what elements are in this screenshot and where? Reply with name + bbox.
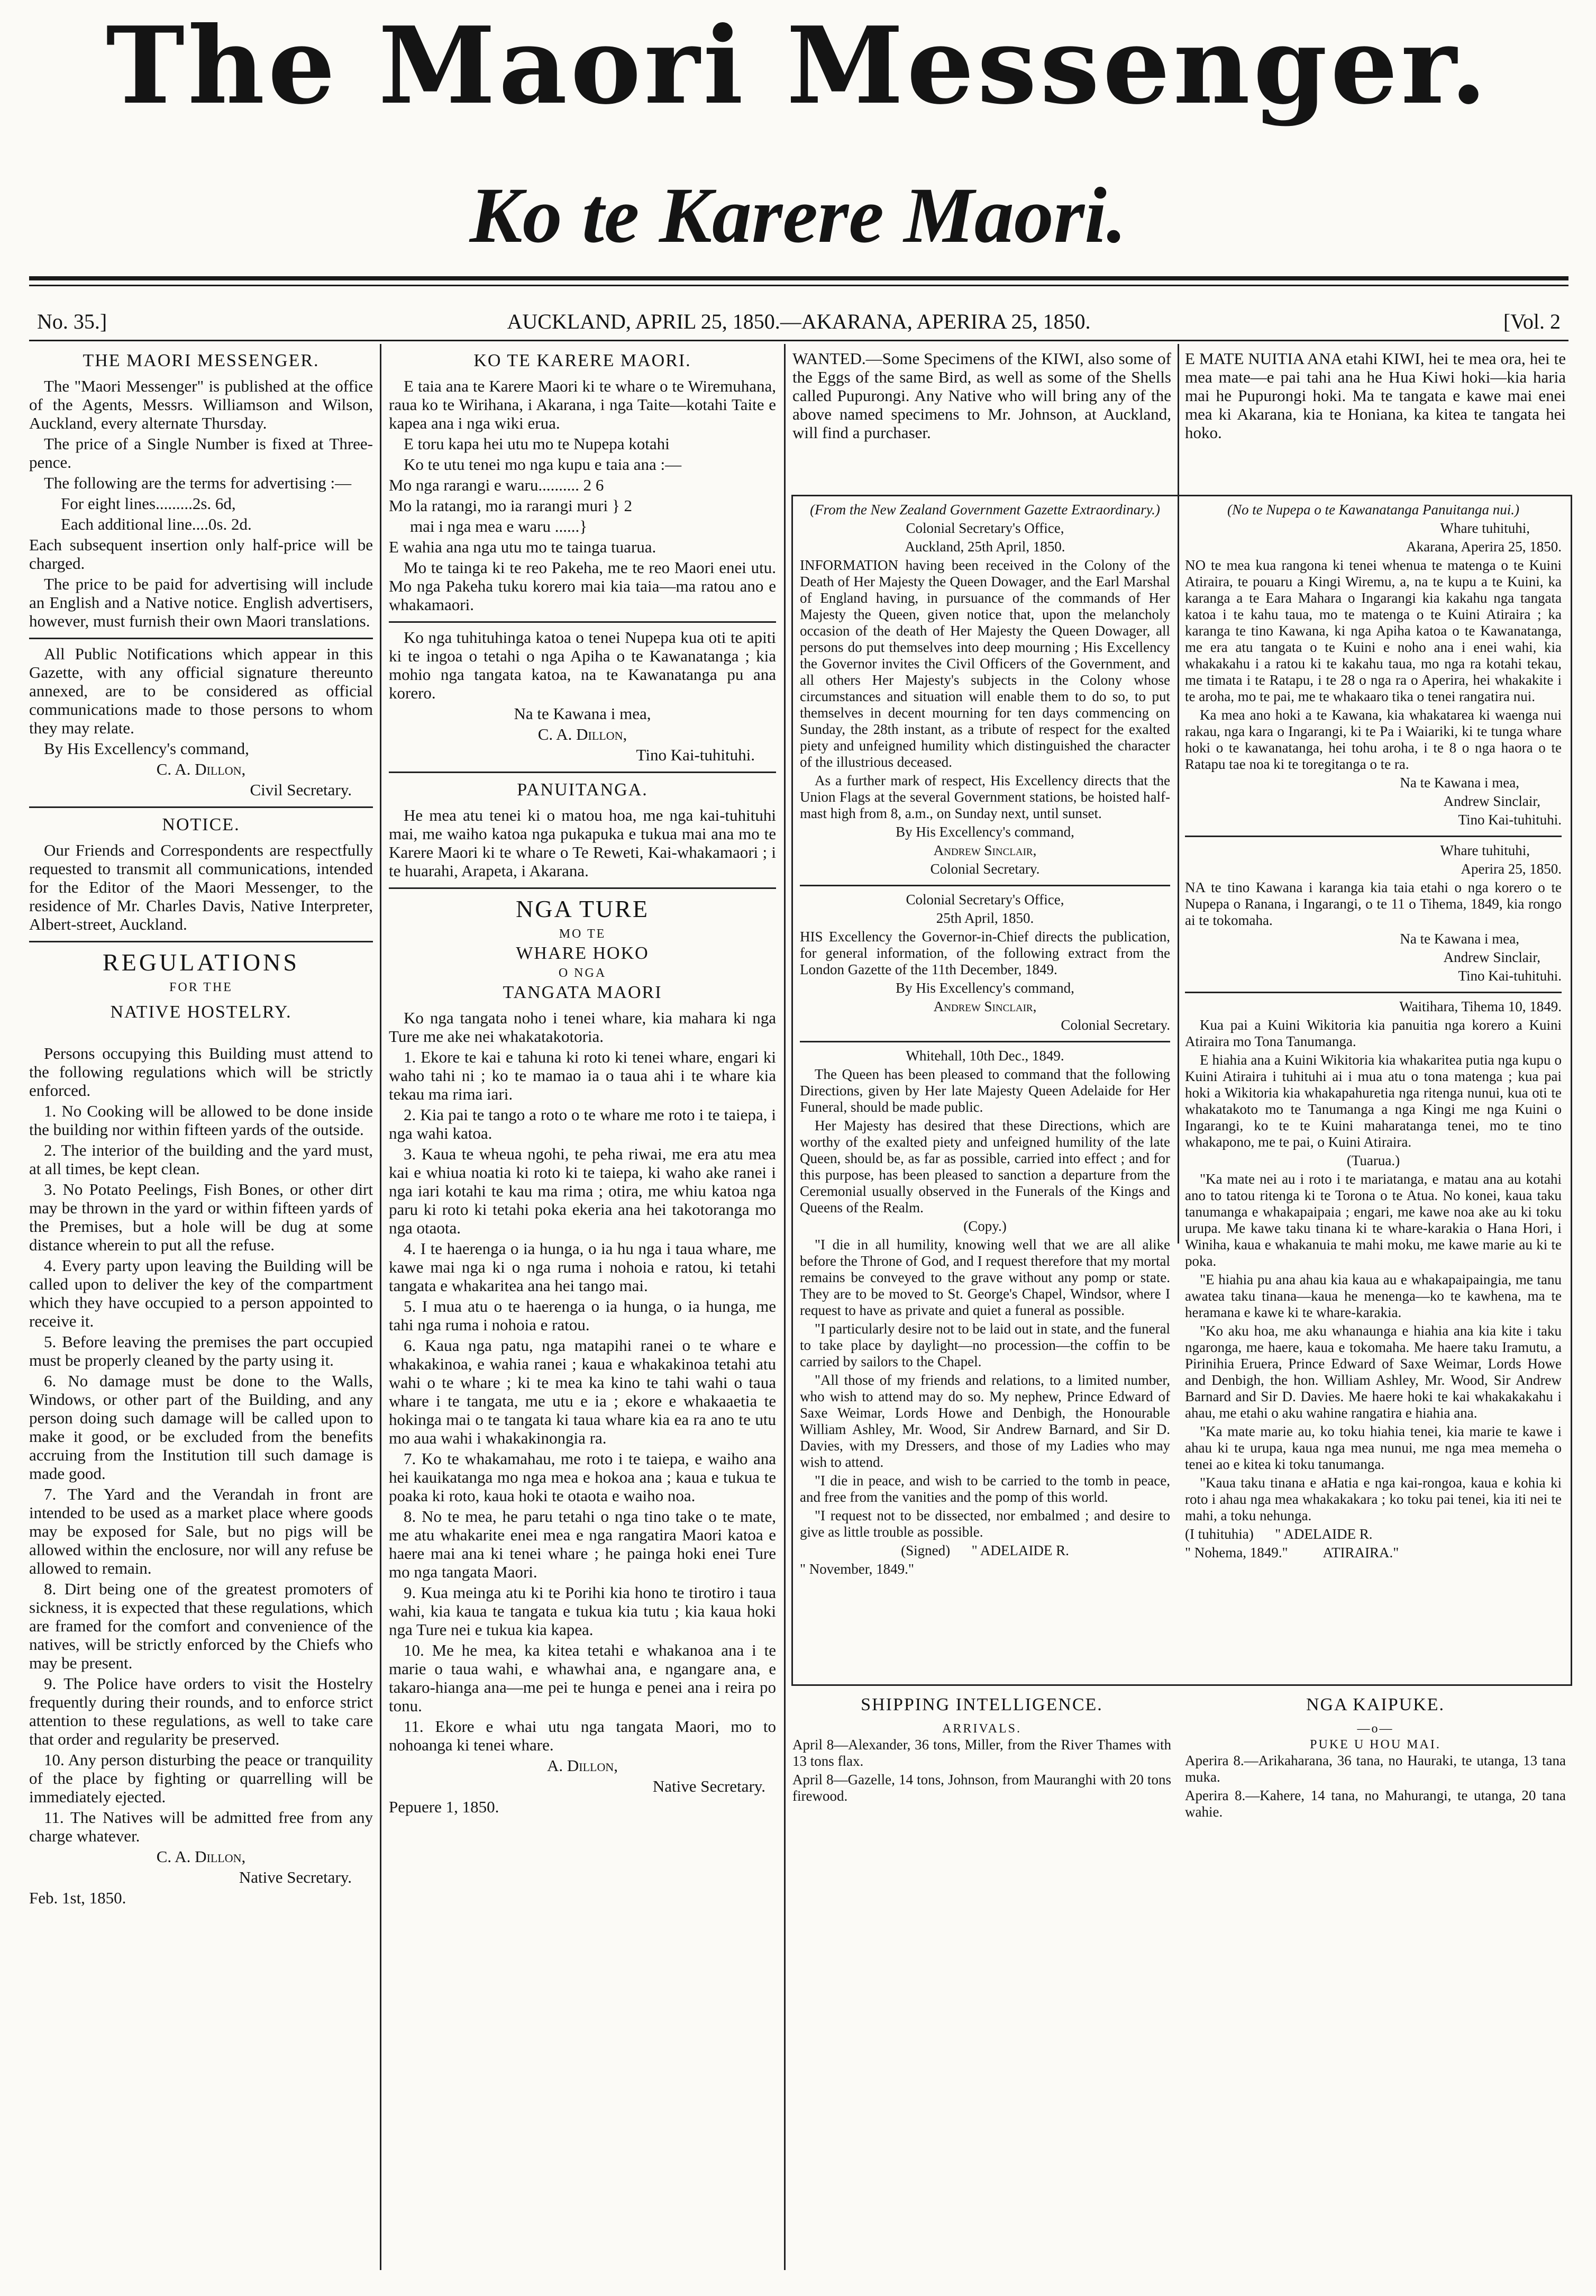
ture-5: 5. I mua atu o te haerenga o ia hunga, o ia hunga, me tahi nga ruma i nohoia e ratou.	[389, 1297, 776, 1334]
public-notifications: All Public Notifications which appear in this Gazette, with any official signature thereunto annexed, are to be considered as official communications made to those persons to whom they may relate.	[29, 645, 373, 737]
command-line-maori: Na te Kawana i mea,	[1400, 931, 1519, 947]
separator	[29, 806, 373, 808]
kupu-1: "Ka mate nei au i roto i te mariatanga, e matau ana au kotahi ano to tatou ritenga ki te Torona o te Atua. No konei, kaua taku tanumanga e whakapaipaia ; engari, me kawe noa ake au ki toku urupa. Me kawe taku tinana ki te whare-karakia o Hana Hori, i Winiha, kaua e whakanuia te mahi moku, me kawe marie au ki te poka.	[1185, 1171, 1562, 1269]
signature-name: Andrew Sinclair,	[1443, 949, 1540, 965]
heading-tangata-maori: TANGATA MAORI	[503, 983, 662, 1002]
arrival-1: April 8—Alexander, 36 tons, Miller, from the River Thames with 13 tons flax.	[792, 1737, 1171, 1769]
office-line: Colonial Secretary's Office,	[906, 520, 1064, 536]
direction-5: "I request not to be dissected, nor embalmed ; and desire to give as little trouble as possible.	[800, 1508, 1170, 1540]
arrival-2: April 8—Gazelle, 14 tons, Johnson, from Mauranghi with 20 tons firewood.	[792, 1772, 1171, 1804]
signature-title: Native Secretary.	[652, 1777, 765, 1795]
column-divider-1	[380, 344, 381, 2270]
rate-line-2: Each additional line....0s. 2d.	[61, 515, 252, 533]
shipping-intelligence	[792, 1693, 1171, 2275]
signature-title: Tino Kai-tuhituhi.	[636, 746, 755, 764]
kuini-panui: Kua pai a Kuini Wikitoria kia panuitia nga korero a Kuini Atiraira mo Tona Tanumanga.	[1185, 1017, 1562, 1049]
signature-name: A. Dillon,	[546, 1756, 618, 1775]
ture-3: 3. Kaua te wheua ngohi, te peha riwai, me era atu mea kai e whiua noatia ki roto ki te taiepa, ki waho ake ranei i nga iari kotahi te kau ma rima ; otira, me whiu katoa nga paru ki roto ki tetahi poka ekeria ana hei takotoranga mo nga otaota.	[389, 1145, 776, 1237]
dateline-rule	[29, 340, 1568, 341]
regulation-9: 9. The Police have orders to visit the Hostelry frequently during their rounds, and to enforce strict attention to these regulations, as well to take care that order and regularity be preserved.	[29, 1674, 373, 1748]
copy-label: (Copy.)	[963, 1218, 1007, 1234]
regulation-4: 4. Every party upon leaving the Building will be called upon to deliver the key of the compartment which they have occupied to a person appointed to receive it.	[29, 1256, 373, 1330]
rate-line-1-maori: Mo nga rarangi e waru.......... 2 6	[389, 476, 604, 494]
advert-price-note-maori: Mo te tainga ki te reo Pakeha, me te reo Maori enei utu. Mo nga Pakeha tuku korero mai kia taia—ma ratou ano e whakamaori.	[389, 558, 776, 614]
ture-intro: Ko nga tangata noho i tenei whare, kia mahara ki nga Ture me ake nei whakatakotoria.	[389, 1009, 776, 1046]
rate-line-1: For eight lines.........2s. 6d,	[61, 494, 236, 513]
regulation-11: 11. The Natives will be admitted free from any charge whatever.	[29, 1808, 373, 1845]
column-gazette-english	[800, 502, 1170, 1679]
regulations-intro: Persons occupying this Building must attend to the following regulations which will be strictly enforced.	[29, 1044, 373, 1100]
masthead-title: The Maori Messenger.	[106, 4, 1490, 128]
direction-1: "I die in all humility, knowing well that we are all alike before the Throne of God, and I request therefore that my mortal remains be conveyed to the grave without any pomp or state. They are to be moved to St. George's Chapel, Windsor, where I request to have as private and quiet a funeral as possible.	[800, 1237, 1170, 1318]
direction-4: "I die in peace, and wish to be carried to the tomb in peace, and free from the vanities and the pomp of this world.	[800, 1473, 1170, 1505]
signature-name: Andrew Sinclair,	[1443, 793, 1540, 809]
november-date: " November, 1849."	[800, 1561, 914, 1577]
waitihara-date: Waitihara, Tihema 10, 1849.	[1399, 999, 1562, 1014]
publication-direction-maori: NA te tino Kawana i karanga kia taia etahi o nga korero o te Nupepa o Ranana, i Ingarangi, o te 11 o Tihema, 1849, kia rongo ai te tokomaha.	[1185, 879, 1562, 928]
ture-11: 11. Ekore e whai utu nga tangata Maori, mo to nohoanga ki tenei whare.	[389, 1717, 776, 1754]
kupu-5: "Kaua taku tinana e aHatia e nga kai-rongoa, kaua e kohia ki roto i ahau nga mea whakakakara ; ko toku pai tenei, kia iti nei te mahi, a toku nehunga.	[1185, 1475, 1562, 1523]
signature-title: Tino Kai-tuhituhi.	[1458, 968, 1562, 984]
advert-terms-maori: Ko te utu tenei mo nga kupu e taia ana :—	[404, 455, 682, 474]
whare-date: Aperira 25, 1850.	[1461, 861, 1562, 877]
kaipuke-2: Aperira 8.—Kahere, 14 tana, no Mahurangi, te utanga, 20 tana wahie.	[1185, 1787, 1566, 1820]
ture-2: 2. Kia pai te tango a roto o te whare me roto i te taiepa, i nga wahi katoa.	[389, 1105, 776, 1142]
regulation-2: 2. The interior of the building and the yard must, at all times, be kept clean.	[29, 1141, 373, 1178]
nohema-date: " Nohema, 1849."	[1185, 1545, 1288, 1560]
command-line-maori: Na te Kawana i mea,	[514, 704, 651, 723]
gazette-source-maori: (No te Nupepa o te Kawanatanga Panuitanga nui.)	[1227, 502, 1519, 518]
dateline	[29, 306, 1568, 338]
signature-title: Colonial Secretary.	[1061, 1017, 1170, 1033]
command-line: By His Excellency's command,	[896, 824, 1074, 840]
office-date: 25th April, 1850.	[936, 910, 1034, 926]
direction-3: "All those of my friends and relations, to a limited number, who wish to attend may do so. My nephew, Prince Edward of Saxe Weimar, Lords Howe and Denbigh, the Honourable William Ashley, Mr. Wood, Sir Andrew Barnard, and Sir D. Davies, with my Dressers, and those of my Ladies who may wish to attend.	[800, 1372, 1170, 1470]
queen-desire: Her Majesty has desired that these Directions, which are worthy of the exalted piety and unfeigned humility of the late Queen, should be, as far as possible, carried into effect ; and for this purpose, has been pleased to sanction a departure from the Ceremonial usually observed in the Funerals of the Kings and Queens of the Realm.	[800, 1118, 1170, 1215]
kupu-4: "Ka mate marie au, ko toku hiahia tenei, kia marie te kawe i ahau ki te urupa, kaua nga mea nunui, me nga mea memeha o tenei ao e kitea ki toku tanumanga.	[1185, 1423, 1562, 1472]
signed-line-maori	[1185, 1526, 1562, 1542]
heading-nga-ture: NGA TURE	[516, 895, 649, 922]
publication-notice-maori: E taia ana te Karere Maori ki te whare o te Wiremuhana, raua ko te Wirihana, i Akarana, i nga Taite—kotahi Taite e kapea ana i nga wiki erua.	[389, 377, 776, 432]
kuini-hiahia: E hiahia ana a Kuini Wikitoria kia whakaritea putia nga kupu o Kuini Atiraira i tuhituhi ai i mua atu o tona matenga ; kua pai hoki a Wikitoria kia whakapahuretia nga ritenga nunui, kua oti te whakatakoto mo te Tanumanga a nga Kingi me nga Kuini o Ingarangi, ko te te Kuini maharatanga tenei, mo te tino whakapono, me te pai, o Kuini Atiraira.	[1185, 1052, 1562, 1150]
price-notice-maori: E toru kapa hei utu mo te Nupepa kotahi	[404, 434, 670, 453]
correspondents-notice: Our Friends and Correspondents are respectfully requested to transmit all communications, intended for the Editor of the Maori Messenger, to the residence of Mr. Charles Davis, Native Interpreter, Albert-street, Auckland.	[29, 841, 373, 933]
separator	[389, 887, 776, 889]
nga-kaipuke	[1185, 1693, 1566, 2275]
signed-line	[800, 1542, 1170, 1559]
heading-native-hostelry: NATIVE HOSTELRY.	[110, 1002, 292, 1022]
heading-regulations: REGULATIONS	[103, 949, 299, 976]
advert-price-note: The price to be paid for advertising will include an English and a Native notice. English advertisers, however, must furnish their own Maori translations.	[29, 575, 373, 630]
regulation-1: 1. No Cooking will be allowed to be done inside the building nor within fifteen yards of the outside.	[29, 1102, 373, 1139]
separator	[389, 621, 776, 623]
signature-name: Andrew Sinclair,	[933, 842, 1037, 858]
command-line-maori: Na te Kawana i mea,	[1400, 775, 1519, 791]
regulation-10: 10. Any person disturbing the peace or tranquility of the place by fighting or quarrelling will be immediately ejected.	[29, 1750, 373, 1806]
signature-name: C. A. Dillon,	[156, 760, 246, 778]
heading-mo-te: MO TE	[559, 927, 606, 941]
kupu-3: "Ko aku hoa, me aku whanaunga e hiahia ana kia kite i taku ngaronga, me haere, kaua e tokomaha. Me haere taku Iramutu, a Pirinihia Eruera, Prince Edward of Saxe Weimar, Lords Howe and Denbigh, the hon. William Ashley, Mr. Wood, Sir Andrew Barnard and Sir D. Davies. Me haere hoki te kai whakakakahu i ahau, me etahi o aku wahine rangatira e hiahia ana.	[1185, 1323, 1562, 1421]
kupu-2: "E hiahia pu ana ahau kia kaua au e whakapaipaingia, me tanu awatea taku tinana—kaua he menenga—ko te kawhena, ma te heramana e kawe ki te whare-karakia.	[1185, 1272, 1562, 1320]
flag-notice-maori: Ka mea ano hoki a te Kawana, kia whakatarea ki waenga nui rakau, nga kara o Ingarangi, ki te Pa i Waiariki, ki te tunga whare hoki o te kawanatanga, hei tohu aroha, i te 8 o nga haora o te Ratapu tae noa ki te toregitanga o te ra.	[1185, 707, 1562, 772]
regulation-3: 3. No Potato Peelings, Fish Bones, or other dirt may be thrown in the yard or within fifteen yards of the Premises, but a hole will be dug at some distance wherein to put all the refuse.	[29, 1180, 373, 1254]
regulation-8: 8. Dirt being one of the greatest promoters of sickness, it is expected that these regulations, which are framed for the comfort and convenience of the natives, will be strictly enforced by the Chiefs who may be present.	[29, 1580, 373, 1672]
rate-line-2-maori: Mo la ratangi, mo ia rarangi muri } 2	[389, 496, 632, 515]
separator	[800, 1041, 1170, 1042]
signature-name: C. A. Dillon,	[537, 725, 627, 743]
subsequent-insertion-maori: E wahia ana nga utu mo te tainga tuarua.	[389, 538, 656, 556]
top-thin-rule	[29, 285, 1568, 286]
ture-7: 7. Ko te whakamahau, me roto i te taiepa, e waiho ana hei kauikatanga mo nga mea e hokoa ana ; kaua e tukua te poaka ki roto, kaua hoki te otaota e waiho noa.	[389, 1449, 776, 1505]
whare-date: Akarana, Aperira 25, 1850.	[1406, 539, 1562, 555]
mourning-notice: INFORMATION having been received in the Colony of the Death of Her Majesty the Queen Dowager, and the Earl Marshal of England having, in pursuance of the commands of Her Majesty the Queen, given notice that, upon the melancholy occasion of the death of Her Majesty the Queen Dowager, all persons do put themselves into deep mourning ; His Excellency the Governor invites the Civil Officers of the Government, and all others Her Majesty's subjects in the Colony whose circumstances and situation will enable them to do so, to put themselves in decent mourning for ten days commencing on Sunday, the 28th instant, as a tribute of respect for the exalted piety and unfeigned humility which distinguished the character of the illustrious deceased.	[800, 557, 1170, 770]
correspondents-notice-maori: He mea atu tenei ki o matou hoa, me nga kai-tuhituhi mai, me waiho katoa nga pukapuka e tukua mai ana mo te Karere Maori ki te whare o Te Reweti, Kai-whakamaori ; i te huarahi, Arapeta, i Akarana.	[389, 806, 776, 880]
atiraira-signature: ATIRAIRA."	[1323, 1545, 1399, 1560]
heading-whare-hoko: WHARE HOKO	[516, 943, 649, 963]
whare-tuhituhi: Whare tuhituhi,	[1440, 842, 1530, 858]
separator	[29, 941, 373, 942]
heading-karere-maori: KO TE KARERE MAORI.	[473, 351, 691, 370]
separator	[800, 885, 1170, 886]
separator	[389, 772, 776, 773]
issue-date: AUCKLAND, APRIL 25, 1850.—AKARANA, APERIRA 25, 1850.	[507, 310, 1091, 333]
heading-o-nga: O NGA	[558, 966, 607, 980]
kaipuke-1: Aperira 8.—Arikaharana, 36 tana, no Hauraki, te utanga, 13 tana muka.	[1185, 1753, 1566, 1785]
heading-notice: NOTICE.	[162, 815, 240, 834]
regulation-7: 7. The Yard and the Verandah in front are intended to be used as a market place where goods may be exposed for Sale, but no pigs will be allowed within the enclosure, nor will any refuse be allowed to remain.	[29, 1485, 373, 1577]
heading-maori-messenger: THE MAORI MESSENGER.	[83, 351, 320, 370]
subsequent-insertion: Each subsequent insertion only half-price will be charged.	[29, 536, 373, 573]
kaipuke-ornament: —o—	[1357, 1722, 1394, 1736]
public-notifications-maori: Ko nga tuhituhinga katoa o tenei Nupepa kua oti te apiti ki te ingoa o tetahi o nga Apiha o te Kawanatanga ; kia mohio nga tangata katoa, na te Kawanatanga pu ana korero.	[389, 628, 776, 702]
column-english-notices	[29, 349, 373, 2286]
office-line: Colonial Secretary's Office,	[906, 892, 1064, 907]
heading-for-the: FOR THE	[169, 981, 233, 994]
office-date: Auckland, 25th April, 1850.	[905, 539, 1065, 555]
advert-terms: The following are the terms for advertising :—	[44, 474, 352, 492]
ture-8: 8. No te mea, he paru tetahi o nga tino take o te mate, me atu whakarite enei mea e nga rangatira Maori katoa e haere mai ana ki tenei whare ; he painga hoki enei Ture mo nga tangata Maori.	[389, 1507, 776, 1581]
tuarua-label: (Tuarua.)	[1346, 1152, 1400, 1168]
ture-1: 1. Ekore te kai e tahuna ki roto ki tenei whare, engari ki waho tahi ni ; ko te mamao ia o taua ahi i te whare kia tekau ma rima iari.	[389, 1048, 776, 1103]
separator	[1185, 836, 1562, 837]
command-line: By His Excellency's command,	[896, 980, 1074, 996]
signature-title: Civil Secretary.	[250, 781, 352, 799]
signature-title: Native Secretary.	[239, 1868, 352, 1886]
direction-2: "I particularly desire not to be laid out in state, and the funeral to take place by daylight—no procession—the coffin to be carried by sailors to the Chapel.	[800, 1321, 1170, 1369]
price-notice: The price of a Single Number is fixed at Three-pence.	[29, 434, 373, 471]
issue-number: No. 35.]	[37, 310, 107, 333]
wanted-advert	[792, 349, 1171, 482]
publication-notice: The "Maori Messenger" is published at the office of the Agents, Messrs. Williamson and Wilson, Auckland, every alternate Thursday.	[29, 377, 373, 432]
separator	[29, 638, 373, 639]
ture-4: 4. I te haerenga o ia hunga, o ia hu nga i taua whare, me kawe mai nga ki o nga ruma i nohoia e ratou, ki tetahi tangata e whakaritea ana hei tango mai.	[389, 1239, 776, 1295]
command-line: By His Excellency's command,	[44, 739, 249, 758]
volume-number: [Vol. 2	[1503, 310, 1561, 333]
heading-panuitanga: PANUITANGA.	[517, 780, 648, 800]
queen-directions: The Queen has been pleased to command that the following Directions, given by Her late Majesty Queen Adelaide for Her Funeral, should be made public.	[800, 1066, 1170, 1115]
flag-notice: As a further mark of respect, His Excellency directs that the Union Flags at the several Government stations, be hoisted half-mast high from 8, a.m., on Sunday next, until sunset.	[800, 773, 1170, 821]
signed-label: (Signed)	[901, 1542, 951, 1558]
separator	[1185, 992, 1562, 993]
kiwi-advert-maori	[1185, 349, 1566, 482]
column-maori-notices	[389, 349, 776, 2286]
heading-puke-u-hou: PUKE U HOU MAI.	[1310, 1738, 1441, 1752]
heading-shipping: SHIPPING INTELLIGENCE.	[861, 1695, 1103, 1714]
ture-6: 6. Kaua nga patu, nga matapihi ranei o te whare e whakakinoa, e wahia ranei ; kaua e whakakinoa tetahi atu wahi o te whare ; ki te mea ka kino te tahi wahi o taua whare i te tangata, me utu e ia ; ekore e whakaaetia te hokinga mai o te tangata ki taua whare kia ea ra ano te utu mo aua wahi i whakakinongia ra.	[389, 1336, 776, 1447]
regulations-date: Feb. 1st, 1850.	[29, 1889, 126, 1907]
heading-kaipuke: NGA KAIPUKE.	[1306, 1695, 1445, 1714]
top-double-rule	[29, 276, 1568, 280]
publication-direction: HIS Excellency the Governor-in-Chief directs the publication, for general information, of the following extract from the London Gazette of the 11th December, 1849.	[800, 929, 1170, 977]
adelaide-signature: " ADELAIDE R.	[1275, 1526, 1373, 1542]
signature-name: Andrew Sinclair,	[933, 999, 1037, 1014]
whitehall-date: Whitehall, 10th Dec., 1849.	[906, 1048, 1064, 1064]
adelaide-signature: " ADELAIDE R.	[971, 1542, 1069, 1558]
regulation-5: 5. Before leaving the premises the part occupied must be properly cleaned by the party using it.	[29, 1332, 373, 1369]
regulation-6: 6. No damage must be done to the Walls, Windows, or other part of the Building, and any person doing such damage will be called upon to make it good, or be excluded from the benefits accruing from the Institution till such damage is made good.	[29, 1372, 373, 1483]
signature-name: C. A. Dillon,	[156, 1847, 246, 1866]
whare-tuhituhi: Whare tuhituhi,	[1440, 520, 1530, 536]
gazette-source: (From the New Zealand Government Gazette Extraordinary.)	[810, 502, 1160, 518]
mate-nuitia: E MATE NUITIA ANA etahi KIWI, hei te mea ora, hei te mea mate—e pai tahi ana he Hua Kiwi hoki—kia haria mai he Pupurongi hoki. Ma te tangata e kawe mai enei mea ki Akarana, kia te Honiana, ka kitea te tangata hei hoko.	[1185, 349, 1566, 442]
masthead-subtitle: Ko te Karere Maori.	[469, 171, 1127, 259]
ture-9: 9. Kua meinga atu ki te Porihi kia hono te tirotiro i taua wahi, kia kaua te tangata e tukua kia tutu ; kia kaua hoki nga Ture nei e tukua kia kapea.	[389, 1583, 776, 1639]
ture-date: Pepuere 1, 1850.	[389, 1798, 499, 1816]
signature-title: Colonial Secretary.	[930, 861, 1040, 877]
heading-arrivals: ARRIVALS.	[942, 1722, 1022, 1736]
date-signature-line	[1185, 1545, 1562, 1561]
wanted-kiwi: WANTED.—Some Specimens of the KIWI, also some of the Eggs of the same Bird, as well as some of the Shells called Pupurongi. Any Native who will bring any of the above named specimens to Mr. Johnson, at Auckland, will find a purchaser.	[792, 349, 1171, 442]
signature-title: Tino Kai-tuhituhi.	[1458, 812, 1562, 828]
column-divider-2	[784, 344, 786, 2270]
column-gazette-maori	[1185, 502, 1562, 1679]
ture-10: 10. Me he mea, ka kitea tetahi e whakanoa ana i te marie o taua wahi, e whawhai ana, e ngangare ana, e takaro-hianga ana—me pei te hunga e penei ana i reira po tonu.	[389, 1641, 776, 1715]
mourning-notice-maori: NO te mea kua rangona ki tenei whenua te matenga o te Kuini Atiraira, te pouaru a Kingi Wiremu, a, na te kupu a te Kuini, ka karanga a te Eara Mahara o Ingarangi kia kakahu nga tangata katoa i te kahu taua, mo te matenga o te Kuini Atiraira ; ka karanga te tino Kawana, ki nga Apiha katoa o te Kawanatanga, me era atu tangata o te Kuini e noho ana i enei wahi, kia whakakahu i a ratou ki te kakahu taua, mo nga ra kotahi tekau, me timata i te Ratapu, i te 28 o nga ra o Aperira, hei whakakite i te aroha, mo te pai, me te whakaaro tika o tenei rangatira nui.	[1185, 557, 1562, 704]
rate-line-3-maori: mai i nga mea e waru ......}	[410, 517, 588, 536]
signed-label-maori: (I tuhituhia)	[1185, 1526, 1254, 1542]
